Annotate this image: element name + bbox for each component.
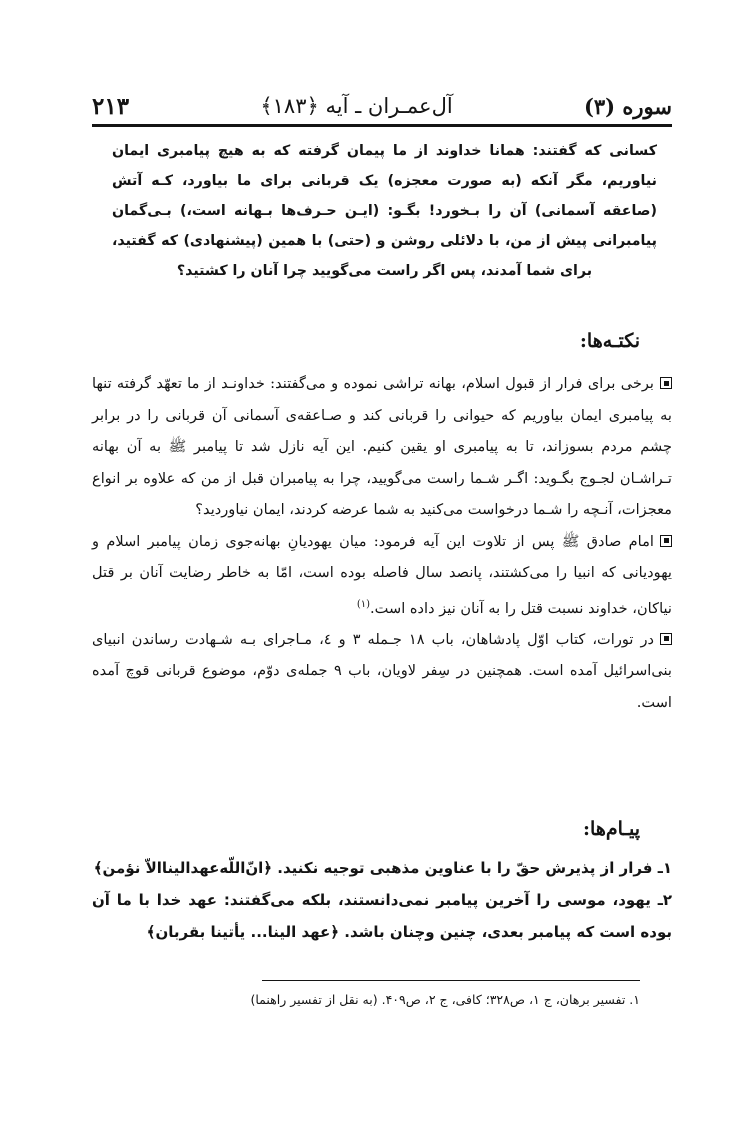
notes-heading: نکتـه‌ها: <box>579 330 640 352</box>
note-text: برخی برای فرار از قبول اسلام، بهانه تراشی نموده و می‌گفتند: خداونـد از ما تعهّد گرفته تنها به پیامبری ایمان بیاوریم که حیوانی را قربانی کند و صـاعقه‌ی آسمانی آن قربانی را در برابر چشم مردم بسوزاند، تا به پیامبری او یقین کنیم. این آیه نازل شد تا پیامبر ﷺ به آن بهانه تـراشـان لجـوج بگـوید: اگـر شـما راست می‌گویید، چرا به پیامبران قبل از من که علاوه بر انواع معجزات، آنـچه را شـما درخواست می‌کنید به شما عرضه کردند، ایمان نیاوردید؟ <box>92 375 672 518</box>
note-item <box>92 526 672 624</box>
footnote-marker: (۱) <box>356 598 371 610</box>
ayah-label: آل‌عمـران ـ آیه ﴿۱۸۳﴾ <box>260 93 453 118</box>
surah-label: سوره (۳) <box>583 93 672 119</box>
message-item: ۱ـ فرار از پذیرش حقّ را با عناوین مذهبی توجیه نکنید. ﴿انّ‌اللّه‌عهدالیناالاّ نؤمن﴾ <box>93 859 672 877</box>
note-item <box>92 624 672 719</box>
notes-section <box>92 368 672 718</box>
verse-translation: کسانی که گفتند: همانا خداوند از ما پیمان گرفته که به هیچ پیامبری ایمان نیاوریم، مگر آنکه (به صورت معجزه) یک قربانی برای ما بیاورد، کـه آتش (صاعقه آسمانی) آن را بـخورد! بگـو: (ایـن حـرف‌ها بـهانه است،) بـی‌گمان پیامبرانی پیش از من، با دلائلی روشن و (حتی) با همین (پیشنهادی) که گفتید، برای شما آمدند، پس اگر راست می‌گویید چرا آنان را کشتید؟ <box>112 143 657 279</box>
square-bullet-icon <box>660 377 672 389</box>
message-item: ۲ـ یهود، موسی را آخرین پیامبر نمی‌دانستند، بلکه می‌گفتند: عهد خدا با ما آن بوده است که پیامبر بعدی، چنین وچنان باشد. ﴿عهد الینا... یأتینا بقربان﴾ <box>92 891 672 941</box>
page-header <box>92 88 672 127</box>
square-bullet-icon <box>660 633 672 645</box>
messages-heading: پیـام‌ها: <box>583 818 640 840</box>
footnote: ۱. تفسیر برهان، ج ۱، ص۳۲۸؛ کافی، ج ۲، ص۴۰۹. (به نقل از تفسیر راهنما) <box>250 992 640 1007</box>
note-text: امام صادق ﷺ پس از تلاوت این آیه فرمود: میان یهودیانِ بهانه‌جوی زمان پیامبر اسلام و یهودیانی که انبیا را می‌کشتند، پانصد سال فاصله بوده است، امّا به خاطر رضایت آنان بر قتل نیاکان، خداوند نسبت قتل را به آنان نیز داده است. <box>92 532 672 617</box>
note-item <box>92 368 672 526</box>
messages-section <box>92 852 672 948</box>
page-number: ۲۱۳ <box>92 92 130 120</box>
square-bullet-icon <box>660 535 672 547</box>
note-text: در تورات، کتاب اوّل پادشاهان، باب ۱۸ جـمله ۳ و ٤، مـاجرای بـه شـهادت رساندن انبیای بنی‌اسرائیل آمده است. همچنین در سِفر لاویان، باب ۹ جمله‌ی دوّم، موضوع قربانی قوچ آمده است. <box>92 630 672 711</box>
footnote-divider <box>262 980 640 981</box>
